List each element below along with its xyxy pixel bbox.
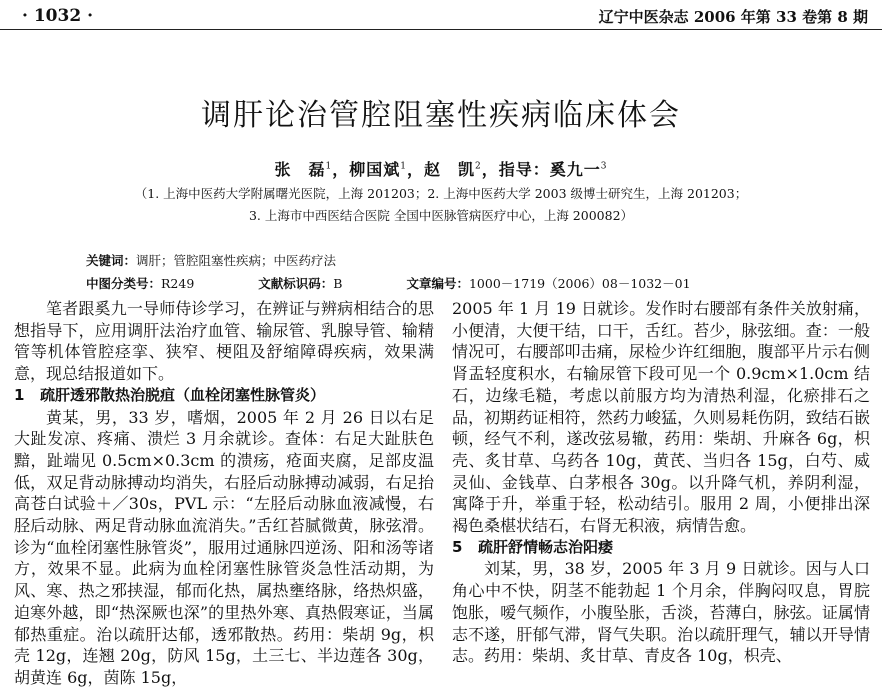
section-5-title: 疏肝舒情畅志治阳痿: [478, 537, 614, 556]
classification-line: [86, 274, 751, 292]
author-2-affiliation: 1: [400, 161, 407, 172]
article-title: 调肝论治管腔阻塞性疾病临床体会: [201, 98, 681, 133]
affiliation-line-2: 3. 上海市中西医结合医院 全国中医脉管病医疗中心，上海 200082）: [248, 208, 634, 223]
supervisor: ，指导：奚九一: [481, 160, 601, 179]
case-4-continuation: 2005 年 1 月 19 日就诊。发作时右腰部有条件关放射痛，小便清，大便干结，口干，舌红。苔少，脉弦细。查：一般情况可，右腰部叩击痛，尿检少许红细胞，腹部平片示右侧肾盂轻度积水，右输尿管下段可见一个 0.9cm×1.0cm 结石，边缘毛糙，考虑以前服方均为清热利湿，化瘀排石之品，初期药证相符，然药力峻猛，久则易耗伤阴，致结石嵌顿，经气不利，遂改弦易辙，药用：柴胡、升麻各 6g，枳壳、炙甘草、乌药各 10g，黄芪、当归各 15g，白芍、威灵仙、金钱草、白茅根各 30g。以升降气机，养阴利湿，寓降于升，举重于轻，松动结引。服用 2 周，小便排出深褐色桑椹状结石，右肾无积液，病情告愈。: [452, 299, 870, 536]
section-1-paragraph: 黄某，男，33 岁，嗜烟，2005 年 2 月 26 日以右足大趾发凉、疼痛、溃烂 3 月余就诊。查体：右足大趾肤色黯，趾端见 0.5cm×0.3cm 的溃疡，疮面夹腐，足部皮温低，双足背动脉搏动均消失，右胫后动脉搏动减弱，右足抬高苍白试验＋／30s，PVL 示：“左胫后动脉血液减慢，右胫后动脉、两足背动脉血流消失。”舌红苔腻微黄，脉弦滑。诊为“血栓闭塞性脉管炎”，服用过通脉四逆汤、阳和汤等诸方，效果不显。此病为血栓闭塞性脉管炎急性活动期，为风、寒、热之邪挟湿，郁而化热，属热壅络脉，络热炽盛，迫寒外越，即“热深厥也深”的里热外寒、真热假寒证，当属郁热重症。治以疏肝达郁，透邪散热。药用：柴胡 9g，枳壳 12g，连翘 20g，防风 15g，土三七、半边莲各 30g，胡黄连 6g，茵陈 15g，: [14, 407, 434, 687]
keywords-value: 调肝；管腔阻塞性疾病；中医药疗法: [136, 253, 337, 268]
clc-label: 中图分类号：: [86, 276, 162, 291]
doc-code-value: B: [333, 276, 343, 291]
clc-value: R249: [161, 276, 195, 291]
article-number-label: 文章编号：: [406, 276, 469, 291]
keywords-label: 关键词：: [86, 253, 137, 268]
keywords-line: [86, 251, 336, 269]
page-number: · 1032 ·: [22, 6, 93, 26]
author-1: 张 磊: [274, 160, 326, 179]
author-1-affiliation: 1: [325, 161, 333, 172]
intro-paragraph: 笔者跟奚九一导师侍诊学习，在辨证与辨病相结合的思想指导下，应用调肝法治疗血管、输尿管、乳腺导管、输精管等机体管腔痉挛、狭窄、梗阻及舒缩障碍疾病，效果满意，现总结报道如下。: [14, 299, 434, 384]
author-3: ，赵 凯: [407, 160, 476, 179]
section-5-heading: [452, 537, 870, 559]
affiliation-line-1: （1. 上海中医药大学附属曙光医院，上海 201203；2. 上海中医药大学 2003 级博士研究生，上海 201203；: [134, 186, 748, 201]
running-header: [0, 0, 882, 36]
article-number-value: 1000－1719（2006）08－1032－01: [468, 276, 691, 291]
author-3-affiliation: 2: [475, 161, 482, 172]
section-1-heading: [14, 385, 434, 407]
supervisor-affiliation: 3: [600, 161, 608, 172]
section-1-title: 疏肝透邪散热治脱疽（血栓闭塞性脉管炎）: [40, 385, 326, 404]
journal-citation: 辽宁中医杂志 2006 年第 33 卷第 8 期: [598, 8, 868, 26]
author-2: ，柳国斌: [332, 160, 401, 179]
doc-code-label: 文献标识码：: [258, 276, 334, 291]
section-5-number: 5: [452, 537, 463, 556]
author-line: [0, 157, 882, 180]
left-column: [14, 298, 434, 689]
right-column: [452, 298, 870, 667]
header-rule: [0, 29, 882, 30]
section-1-number: 1: [14, 385, 25, 404]
section-5-paragraph: 刘某，男，38 岁，2005 年 3 月 9 日就诊。因与人口角心中不快，阴茎不能勃起 1 个月余，伴胸闷叹息，胃脘饱胀，嗳气频作，小腹坠胀，舌淡，苔薄白，脉弦。证属情志不遂，肝郁气滞，肾气失职。治以疏肝理气，辅以开导情志。药用：柴胡、炙甘草、青皮各 10g，枳壳、: [452, 559, 870, 666]
